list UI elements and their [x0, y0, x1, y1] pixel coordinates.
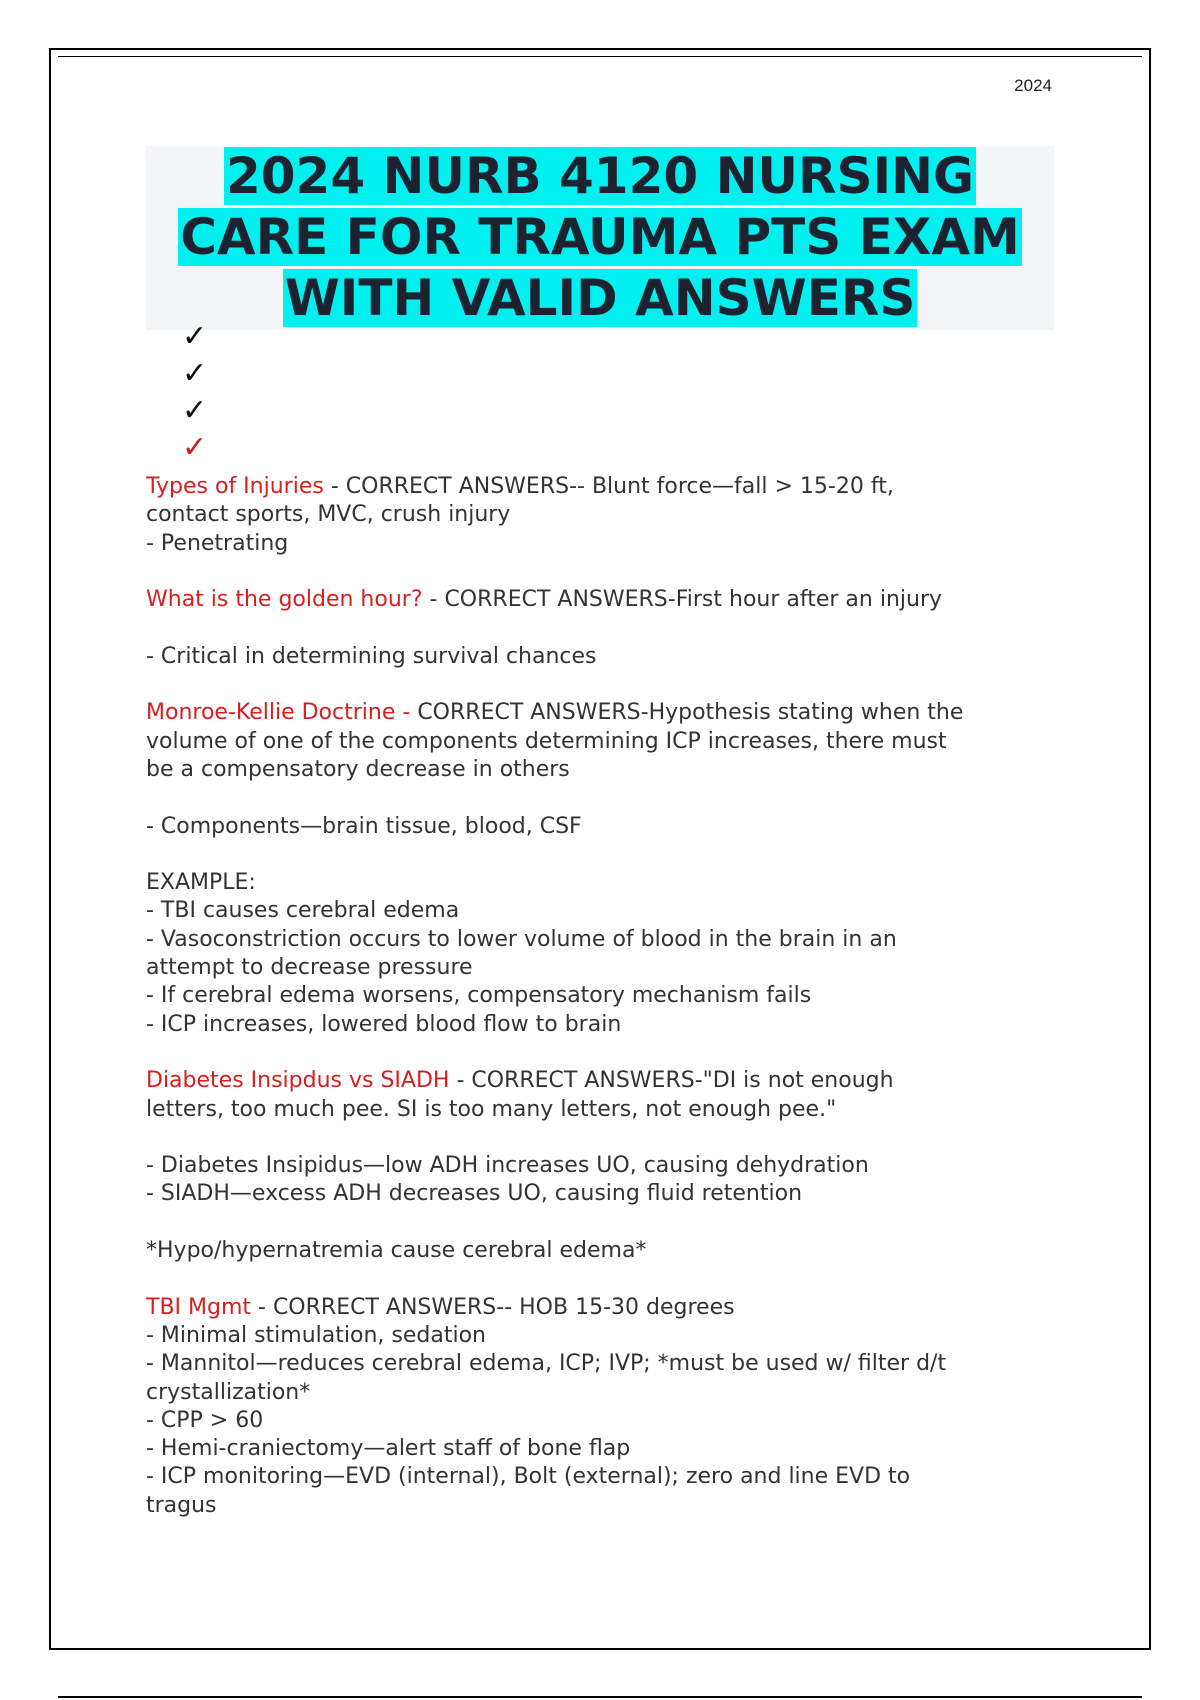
answer-line: be a compensatory decrease in others — [146, 756, 570, 782]
question-term: What is the golden hour? — [146, 587, 423, 613]
qa-card — [146, 1067, 1066, 1265]
qa-card — [146, 1294, 1066, 1520]
answer-text: - CORRECT ANSWERS-"DI is not enough — [456, 1068, 894, 1094]
title-line: CARE FOR TRAUMA PTS EXAM — [180, 208, 1020, 266]
red-checkmark-icon: ✓ — [182, 430, 208, 465]
blank-line — [146, 614, 1066, 642]
checkmark-icon: ✓ — [182, 356, 208, 391]
blank-line — [146, 1124, 1066, 1152]
answer-line: - SIADH—excess ADH decreases UO, causing fluid retention — [146, 1181, 803, 1207]
answer-line: attempt to decrease pressure — [146, 955, 473, 981]
question-term: Monroe-Kellie Doctrine - — [146, 700, 411, 726]
header-year: 2024 — [1014, 76, 1052, 95]
qa-card — [146, 586, 1066, 671]
answer-line: - ICP monitoring—EVD (internal), Bolt (external); zero and line EVD to — [146, 1464, 911, 1490]
blank-line — [146, 841, 1066, 869]
qa-first-line — [146, 473, 1066, 501]
question-term: TBI Mgmt — [146, 1294, 252, 1320]
answer-line: - TBI causes cerebral edema — [146, 898, 460, 924]
answer-line: volume of one of the components determining ICP increases, there must — [146, 728, 947, 754]
answer-line: - Penetrating — [146, 530, 289, 556]
checkmark-icon: ✓ — [182, 393, 208, 428]
answer-line: - Minimal stimulation, sedation — [146, 1322, 486, 1348]
answer-line: - ICP increases, lowered blood flow to brain — [146, 1011, 622, 1037]
checkmark-icon: ✓ — [182, 319, 208, 354]
checkmark-list — [182, 318, 222, 466]
answer-line: - CPP > 60 — [146, 1407, 264, 1433]
question-term: Diabetes Insipdus vs SIADH — [146, 1068, 450, 1094]
answer-text: - CORRECT ANSWERS-- Blunt force—fall > 15-20 ft, — [330, 474, 894, 499]
answer-line: - If cerebral edema worsens, compensatory mechanism fails — [146, 983, 812, 1009]
qa-card — [146, 473, 1066, 558]
qa-card — [146, 699, 1066, 1039]
blank-line — [146, 1209, 1066, 1237]
document-title — [146, 146, 1054, 329]
answer-line: - Vasoconstriction occurs to lower volume of blood in the brain in an — [146, 926, 897, 952]
blank-line — [146, 784, 1066, 812]
question-term: Types of Injuries — [146, 474, 324, 499]
footer-rule — [58, 1696, 1142, 1698]
qa-first-line — [146, 699, 1066, 727]
answer-text: CORRECT ANSWERS-Hypothesis stating when the — [417, 700, 964, 726]
answer-line: - Diabetes Insipidus—low ADH increases UO, causing dehydration — [146, 1153, 869, 1179]
answer-line: EXAMPLE: — [146, 870, 256, 896]
answer-line: - Critical in determining survival chances — [146, 643, 597, 669]
answer-line: contact sports, MVC, crush injury — [146, 502, 511, 528]
flashcard-list — [146, 473, 1066, 1548]
answer-text: - CORRECT ANSWERS-- HOB 15-30 degrees — [258, 1294, 735, 1320]
title-line: WITH VALID ANSWERS — [284, 269, 916, 327]
answer-line: crystallization* — [146, 1379, 311, 1405]
title-line: 2024 NURB 4120 NURSING — [225, 147, 975, 205]
answer-line: - Components—brain tissue, blood, CSF — [146, 813, 582, 839]
title-banner — [146, 146, 1054, 330]
answer-line: *Hypo/hypernatremia cause cerebral edema* — [146, 1238, 647, 1264]
answer-line: - Hemi-craniectomy—alert staff of bone flap — [146, 1436, 631, 1462]
header-rule — [58, 56, 1142, 57]
answer-line: tragus — [146, 1492, 217, 1518]
answer-text: - CORRECT ANSWERS-First hour after an injury — [429, 587, 943, 613]
qa-first-line — [146, 1067, 1066, 1095]
answer-line: letters, too much pee. SI is too many letters, not enough pee." — [146, 1096, 837, 1122]
qa-first-line — [146, 586, 1066, 614]
answer-line: - Mannitol—reduces cerebral edema, ICP; IVP; *must be used w/ filter d/t — [146, 1351, 947, 1377]
qa-first-line — [146, 1294, 1066, 1322]
